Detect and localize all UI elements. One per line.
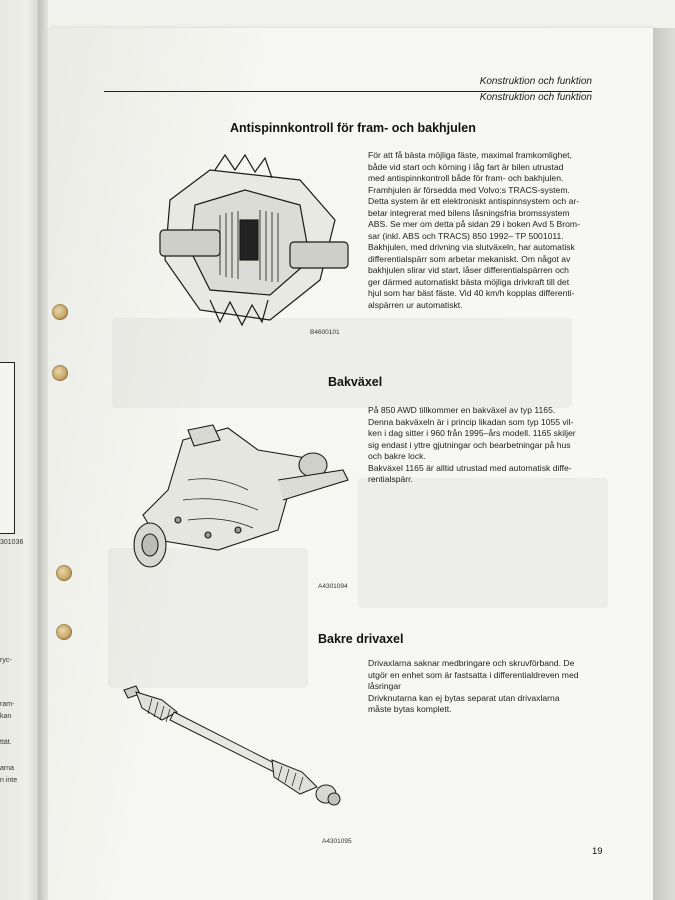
facing-page-box: [0, 362, 15, 534]
figure-code: B4600101: [310, 329, 340, 336]
facing-page-text-fragment: ttät.: [0, 739, 12, 746]
section-body: [368, 150, 618, 311]
page-stack-edge: [653, 28, 675, 900]
body-line: Drivknutarna kan ej bytas separat utan drivaxlarna: [368, 692, 560, 703]
facing-page-figure-code: 301036: [0, 539, 24, 546]
header-section-label: Konstruktion och funktion: [479, 76, 592, 87]
drive-shaft-illustration: [122, 682, 344, 812]
body-line: ger därmed automatiskt bästa möjliga drivkraft till det: [368, 276, 570, 287]
section-body: [368, 405, 618, 486]
show-through: [358, 478, 608, 608]
body-line: ken i dag sitter i 960 från 1995–års modell. 1165 skiljer: [368, 428, 576, 438]
body-line: Bakhjulen, med drivning via slutväxeln, har automatisk: [368, 242, 575, 252]
page-number: 19: [592, 846, 603, 857]
body-line: med antispinnkontroll både för fram- och bakhjulen.: [368, 173, 564, 183]
facing-page-text-fragment: ram-: [0, 701, 15, 708]
figure-code: A4301095: [322, 838, 352, 845]
body-line: alspärren ur automatiskt.: [368, 299, 463, 310]
body-line: Framhjulen är försedda med Volvo:s TRACS-system.: [368, 184, 570, 195]
binding-gutter: [38, 0, 48, 900]
section-body: [368, 658, 618, 716]
punch-hole: [56, 565, 72, 581]
differential-illustration: [150, 150, 350, 330]
body-line: Denna bakväxeln är i princip likadan som typ 1055 vil-: [368, 416, 574, 427]
punch-hole: [56, 624, 72, 640]
body-line: betar integrerat med bilens låsningsfria bromssystem: [368, 207, 570, 218]
body-line: För att få bästa möjliga fäste, maximal framkomlighet,: [368, 150, 572, 160]
body-line: rentialspärr.: [368, 474, 413, 484]
rear-axle-housing-illustration: [128, 420, 358, 580]
body-line: Detta system är ett elektroniskt antispinnsystem och ar-: [368, 196, 580, 206]
facing-page-text-fragment: arna: [0, 765, 15, 772]
body-line: sig endast i yttre gjutningar och bearbetningar på hus: [368, 439, 571, 450]
header-section-label: Konstruktion och funktion: [479, 92, 592, 103]
body-line: På 850 AWD tillkommer en bakväxel av typ 1165.: [368, 405, 556, 415]
section-title: Bakre drivaxel: [318, 632, 404, 646]
facing-page: [0, 0, 38, 900]
body-line: låsringar: [368, 681, 401, 691]
body-line: ABS. Se mer om detta på sidan 29 i boken Avd 5 Brom-: [368, 219, 580, 229]
body-line: bakhjulen slirar vid start, låser differentialspärren och: [368, 265, 569, 275]
body-line: måste bytas komplett.: [368, 704, 452, 714]
punch-hole: [52, 365, 68, 381]
section-title: Antispinnkontroll för fram- och bakhjulen: [230, 121, 476, 135]
body-line: sar (inkl. ABS och TRACS) 850 1992– TP 5001011.: [368, 230, 564, 241]
punch-hole: [52, 304, 68, 320]
section-title: Bakväxel: [328, 375, 383, 389]
body-line: Bakväxel 1165 är alltid utrustad med automatisk diffe-: [368, 462, 572, 473]
body-line: både vid start och körning i låg fart är bilen utrustad: [368, 161, 564, 172]
body-line: utgör en enhet som är fastsatta i differentialdreven med: [368, 669, 579, 680]
facing-page-text-fragment: ryc-: [0, 657, 12, 664]
body-line: hjul som har bäst fäste. Vid 40 km/h kopplas differenti-: [368, 288, 575, 298]
body-line: differentialspärr som arbetar mekaniskt. Om något av: [368, 253, 571, 264]
body-line: Drivaxlarna saknar medbringare och skruvförband. De: [368, 658, 575, 668]
facing-page-text-fragment: kan: [0, 713, 12, 720]
body-line: och bakre lock.: [368, 451, 426, 461]
facing-page-text-fragment: n inte: [0, 777, 18, 784]
show-through: [112, 318, 572, 408]
figure-code: A4301094: [318, 583, 348, 590]
